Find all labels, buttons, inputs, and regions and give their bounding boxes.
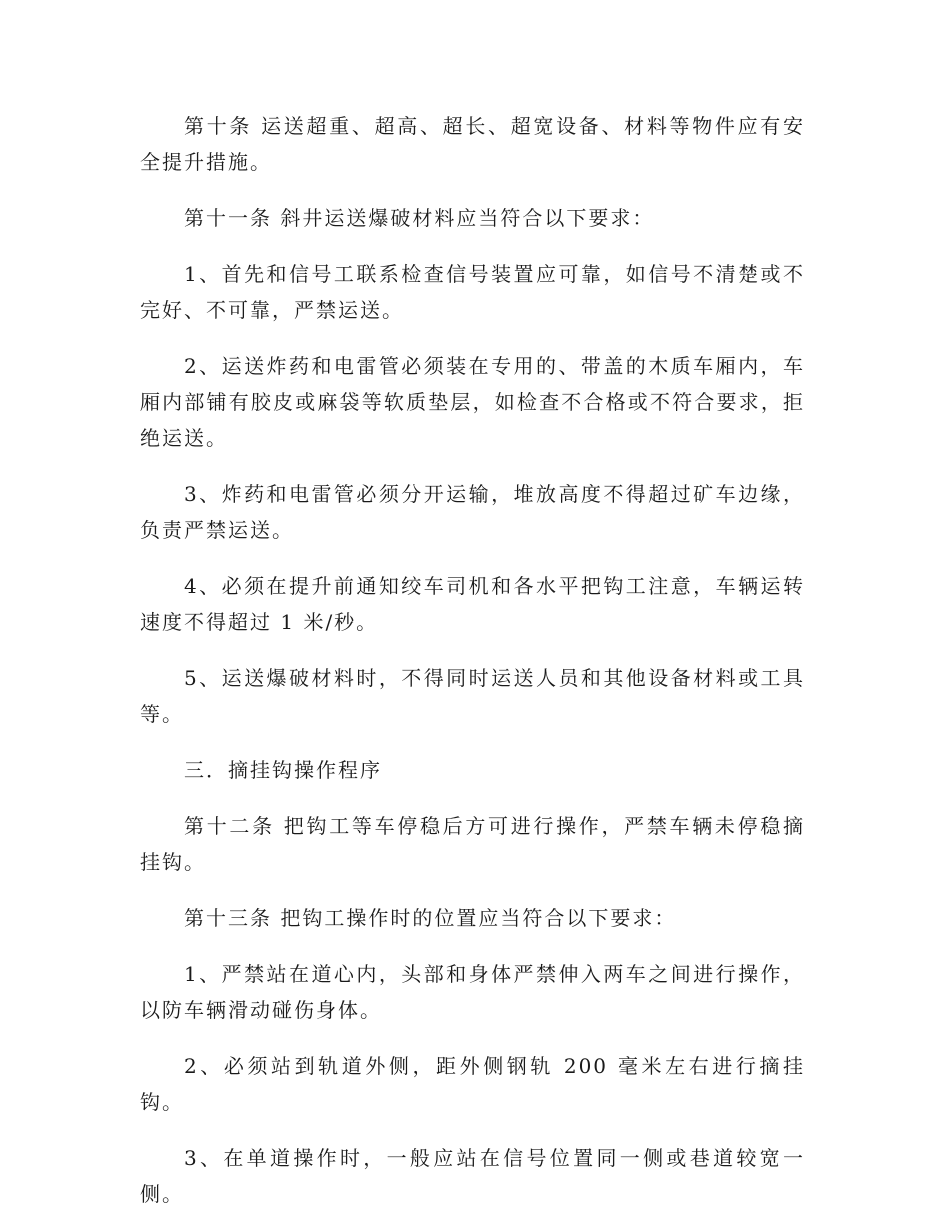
- paragraph-position-item-2: 2、必须站到轨道外侧，距外侧钢轨 200 毫米左右进行摘挂钩。: [140, 1054, 805, 1114]
- paragraph-item-3: 3、炸药和电雷管必须分开运输，堆放高度不得超过矿车边缘，负责严禁运送。: [140, 482, 805, 542]
- paragraph-item-4: 4、必须在提升前通知绞车司机和各水平把钩工注意，车辆运转速度不得超过 1 米/秒。: [140, 574, 805, 634]
- paragraph-article-10: 第十条 运送超重、超高、超长、超宽设备、材料等物件应有安全提升措施。: [140, 114, 805, 174]
- paragraph-article-12: 第十二条 把钩工等车停稳后方可进行操作，严禁车辆未停稳摘挂钩。: [140, 814, 805, 874]
- paragraph-article-13: 第十三条 把钩工操作时的位置应当符合以下要求：: [184, 906, 677, 930]
- document-body: [140, 108, 805, 1232]
- paragraph-position-item-1: 1、严禁站在道心内，头部和身体严禁伸入两车之间进行操作，以防车辆滑动碰伤身体。: [140, 962, 805, 1022]
- paragraph-position-item-3: 3、在单道操作时，一般应站在信号位置同一侧或巷道较宽一侧。: [140, 1146, 805, 1206]
- paragraph-item-1: 1、首先和信号工联系检查信号装置应可靠，如信号不清楚或不完好、不可靠，严禁运送。: [140, 262, 805, 322]
- paragraph-article-11: 第十一条 斜井运送爆破材料应当符合以下要求：: [184, 206, 655, 230]
- paragraph-item-5: 5、运送爆破材料时，不得同时运送人员和其他设备材料或工具等。: [140, 666, 805, 726]
- section-heading: 三．摘挂钩操作程序: [184, 758, 382, 782]
- paragraph-item-2: 2、运送炸药和电雷管必须装在专用的、带盖的木质车厢内，车厢内部铺有胶皮或麻袋等软质垫层，如检查不合格或不符合要求，拒绝运送。: [140, 354, 805, 450]
